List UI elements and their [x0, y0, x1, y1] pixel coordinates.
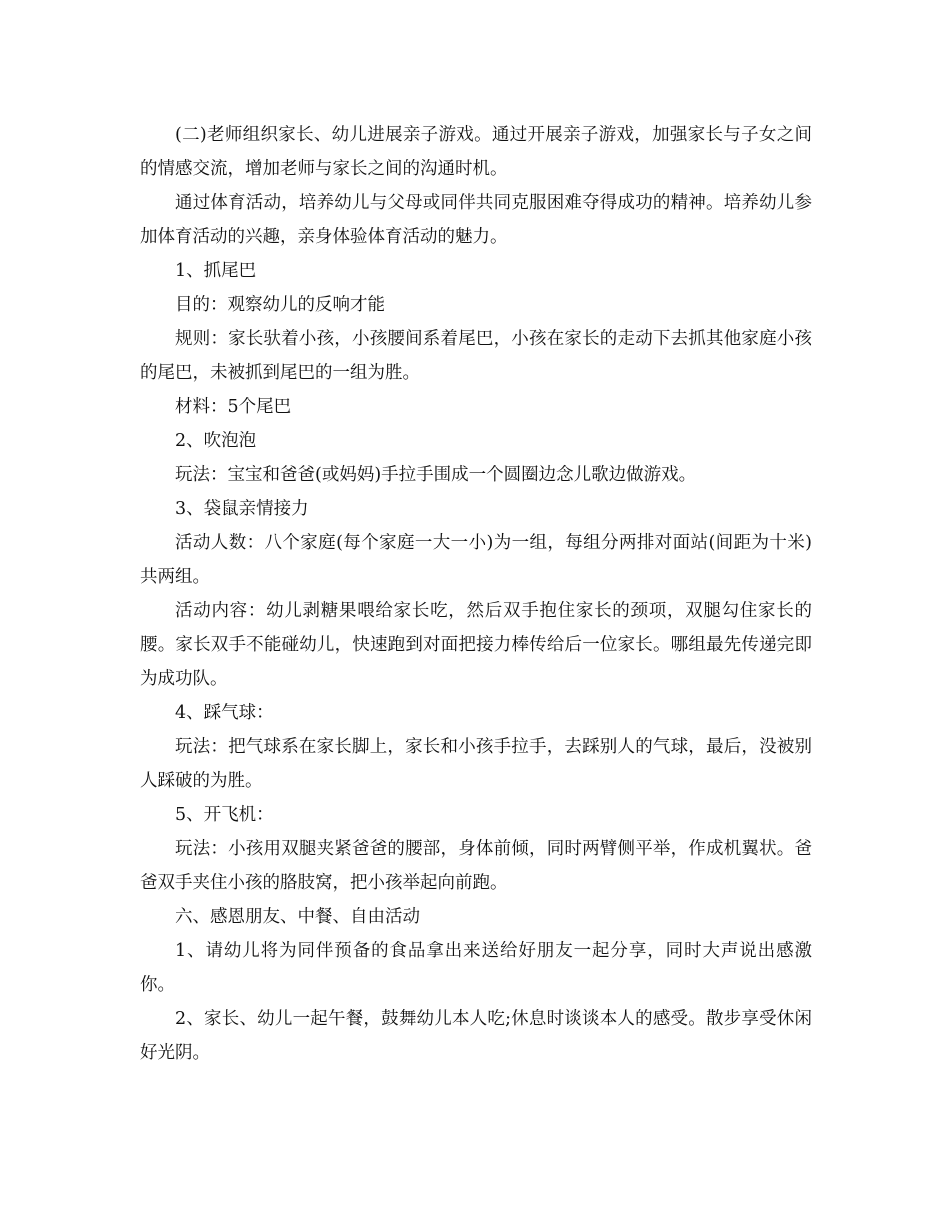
heading-fly-airplane: 5、开飞机： [175, 805, 274, 825]
document-body [140, 118, 812, 1070]
heading-blow-bubbles: 2、吹泡泡 [175, 431, 257, 451]
paragraph-kangaroo-relay-content: 活动内容：幼儿剥糖果喂给家长吃，然后双手抱住家长的颈项，双腿勾住家长的腰。家长双手不能碰幼儿，快速跑到对面把接力棒传给后一位家长。哪组最先传递完即为成功队。 [140, 601, 812, 689]
paragraph-catch-tail-goal: 目的：观察幼儿的反响才能 [175, 295, 385, 315]
paragraph-intro-parent-child-games: (二)老师组织家长、幼儿进展亲子游戏。通过开展亲子游戏，加强家长与子女之间的情感交流，增加老师与家长之间的沟通时机。 [140, 125, 812, 179]
heading-catch-tail: 1、抓尾巴 [175, 261, 257, 281]
paragraph-kangaroo-relay-participants: 活动人数：八个家庭(每个家庭一大一小)为一组，每组分两排对面站(间距为十米)共两组。 [140, 533, 812, 587]
paragraph-catch-tail-materials: 材料：5个尾巴 [175, 397, 292, 417]
heading-stomp-balloons: 4、踩气球： [175, 703, 274, 723]
heading-kangaroo-relay: 3、袋鼠亲情接力 [175, 499, 309, 519]
paragraph-share-food: 1、请幼儿将为同伴预备的食品拿出来送给好朋友一起分享，同时大声说出感激你。 [140, 941, 812, 995]
paragraph-lunch-rest: 2、家长、幼儿一起午餐，鼓舞幼儿本人吃;休息时谈谈本人的感受。散步享受休闲好光阴。 [140, 1009, 812, 1063]
paragraph-catch-tail-rules: 规则：家长驮着小孩，小孩腰间系着尾巴，小孩在家长的走动下去抓其他家庭小孩的尾巴，未被抓到尾巴的一组为胜。 [140, 329, 812, 383]
paragraph-sports-purpose: 通过体育活动，培养幼儿与父母或同伴共同克服困难夺得成功的精神。培养幼儿参加体育活动的兴趣，亲身体验体育活动的魅力。 [140, 193, 812, 247]
paragraph-blow-bubbles-play: 玩法：宝宝和爸爸(或妈妈)手拉手围成一个圆圈边念儿歌边做游戏。 [175, 465, 697, 485]
heading-section-six: 六、感恩朋友、中餐、自由活动 [175, 907, 420, 927]
paragraph-stomp-balloons-play: 玩法：把气球系在家长脚上，家长和小孩手拉手，去踩别人的气球，最后，没被别人踩破的为胜。 [140, 737, 812, 791]
paragraph-fly-airplane-play: 玩法：小孩用双腿夹紧爸爸的腰部，身体前倾，同时两臂侧平举，作成机翼状。爸爸双手夹住小孩的胳肢窝，把小孩举起向前跑。 [140, 839, 812, 893]
